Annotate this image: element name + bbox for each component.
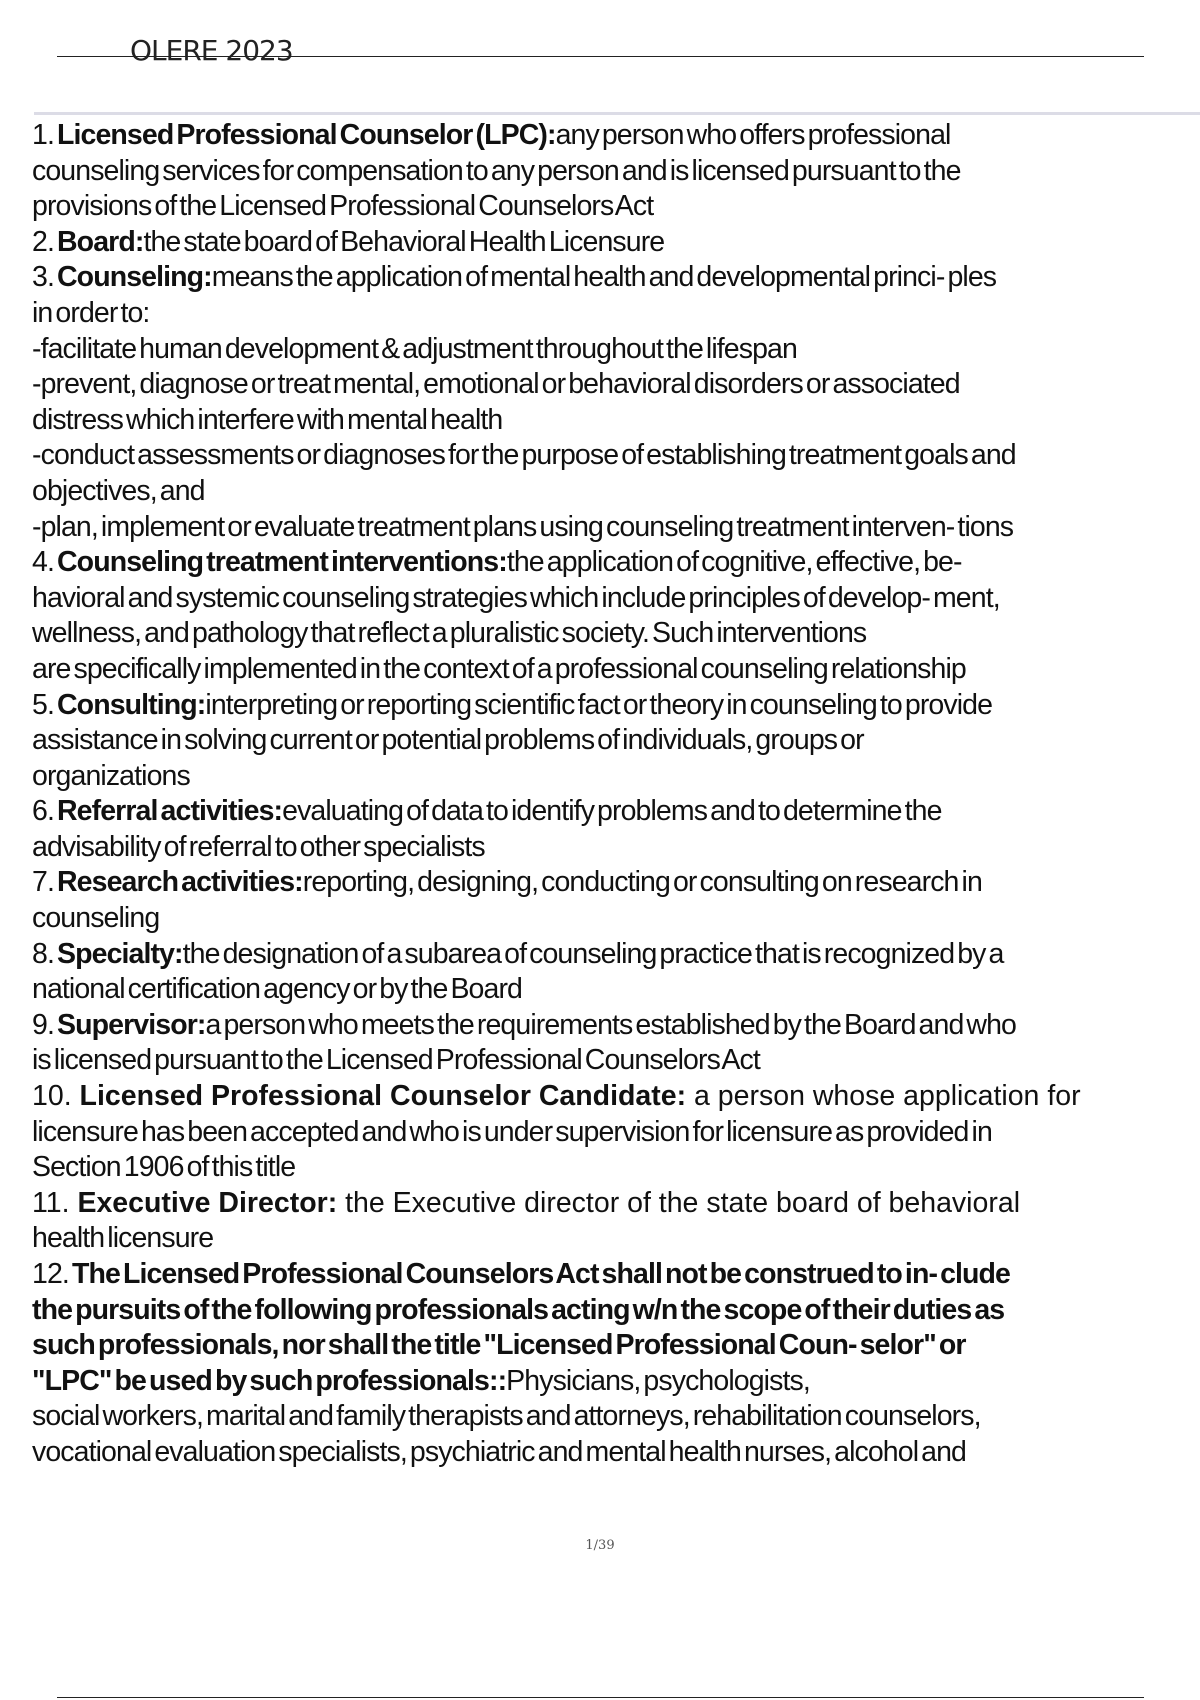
definition-number: 9. [32,1008,54,1041]
definition-text: reporting, designing, conducting or consulting on research in [302,866,982,899]
definition-text: the Executive director of the state board of behavioral [337,1186,1021,1219]
definition-item [32,794,1200,830]
document-title: OLERE 2023 [130,34,293,67]
definition-item-continued [32,1364,1200,1400]
definition-text-line: organizations [32,759,190,792]
definition-number: 3. [32,261,54,294]
definition-item [32,865,1200,901]
definition-text: interpreting or reporting scientific fact or theory in counseling to provide [205,688,993,721]
definition-text-line: objectives, and [32,474,205,507]
definition-text-line: is licensed pursuant to the Licensed Professional Counselors Act [32,1044,760,1077]
definition-number: 1. [32,119,54,151]
footer-rule [57,1697,1144,1698]
definition-text: means the application of mental health and developmental princi- ples [211,261,997,294]
definition-number: 8. [32,937,54,970]
definition-term: Consulting: [57,688,206,721]
definition-item [32,260,1200,296]
definition-text: the designation of a subarea of counseling practice that is recognized by a [182,937,1004,970]
definition-text: evaluating of data to identify problems and to determine the [282,795,942,828]
definition-text-line: -prevent, diagnose or treat mental, emotional or behavioral disorders or associated [32,368,960,401]
definition-item [32,225,1200,261]
definition-term: Licensed Professional Counselor Candidate: [79,1080,687,1113]
definition-item [32,118,1200,154]
definition-term: The Licensed Professional Counselors Act shall not be construed to in- clude [71,1258,1011,1290]
definition-term: Research activities: [57,866,303,899]
definition-term: "LPC" be used by such professionals:: [32,1364,507,1397]
definition-number: 7. [32,866,54,899]
definition-term: Specialty: [57,937,183,970]
definition-item [32,937,1200,973]
definition-number: 11. [32,1186,70,1219]
page-header [0,0,1200,70]
definition-text: any person who offers professional [555,119,951,151]
definition-number: 2. [32,225,54,258]
definition-text: the application of cognitive, effective, be- [506,546,962,579]
definition-text-line: Section 1906 of this title [32,1151,296,1184]
definition-text-line: -plan, implement or evaluate treatment plans using counseling treatment interven- tions [32,510,1014,543]
page-number: 1/39 [585,1538,615,1553]
definition-text: a person who meets the requirements established by the Board and who [205,1008,1017,1041]
definition-term: Licensed Professional Counselor (LPC): [57,119,556,151]
definition-term: Counseling: [57,261,212,294]
definition-number: 10. [32,1080,72,1113]
definition-text: the state board of Behavioral Health Licensure [143,225,665,258]
definition-text-line: distress which interfere with mental health [32,403,503,436]
definition-text-line: counseling services for compensation to any person and is licensed pursuant to the [32,154,961,187]
definition-term: Counseling treatment interventions: [57,546,507,579]
definition-text: Physicians, psychologists, [506,1364,810,1397]
definition-text-line: counseling [32,902,160,935]
definition-text-line: provisions of the Licensed Professional Counselors Act [32,190,654,223]
definition-text-line: -facilitate human development & adjustment throughout the lifespan [32,332,797,365]
definition-item [32,545,1200,581]
definition-text-line: social workers, marital and family therapists and attorneys, rehabilitation counselors, [32,1400,981,1433]
definition-text-line: in order to: [32,296,150,329]
definition-term: Executive Director: [77,1186,338,1219]
definition-text-line: wellness, and pathology that reflect a pluralistic society. Such interventions [32,617,867,650]
definition-item [32,1186,1200,1222]
definition-text-line: -conduct assessments or diagnoses for the purpose of establishing treatment goals and [32,439,1016,472]
definition-text-line: licensure has been accepted and who is under supervision for licensure as provided in [32,1115,992,1148]
definition-text-line: advisability of referral to other specialists [32,830,485,863]
content-divider [34,112,1200,115]
definition-text-line: health licensure [32,1222,214,1255]
definition-term-line: the pursuits of the following professionals acting w/n the scope of their duties as [32,1293,1005,1326]
definition-item [32,1257,1200,1293]
definition-number: 12. [32,1258,69,1290]
definition-text-line: vocational evaluation specialists, psychiatric and mental health nurses, alcohol and [32,1435,967,1468]
definition-term: Board: [57,225,144,258]
definition-item [32,688,1200,724]
definition-term-line: such professionals, nor shall the title "Licensed Professional Coun- selor" or [32,1329,966,1362]
definition-term: Referral activities: [57,795,283,828]
definition-number: 4. [32,546,54,579]
definitions-list [32,118,1200,1471]
definition-text-line: are specifically implemented in the context of a professional counseling relationship [32,652,966,685]
definition-text-line: assistance in solving current or potential problems of individuals, groups or [32,724,864,757]
definition-text: a person whose application for [686,1080,1081,1113]
definition-term: Supervisor: [57,1008,206,1041]
definition-item [32,1008,1200,1044]
definition-number: 5. [32,688,54,721]
definition-text-line: national certification agency or by the Board [32,973,522,1006]
definition-item [32,1079,1200,1115]
definition-number: 6. [32,795,54,828]
definition-text-line: havioral and systemic counseling strategies which include principles of develop- ment, [32,581,1000,614]
